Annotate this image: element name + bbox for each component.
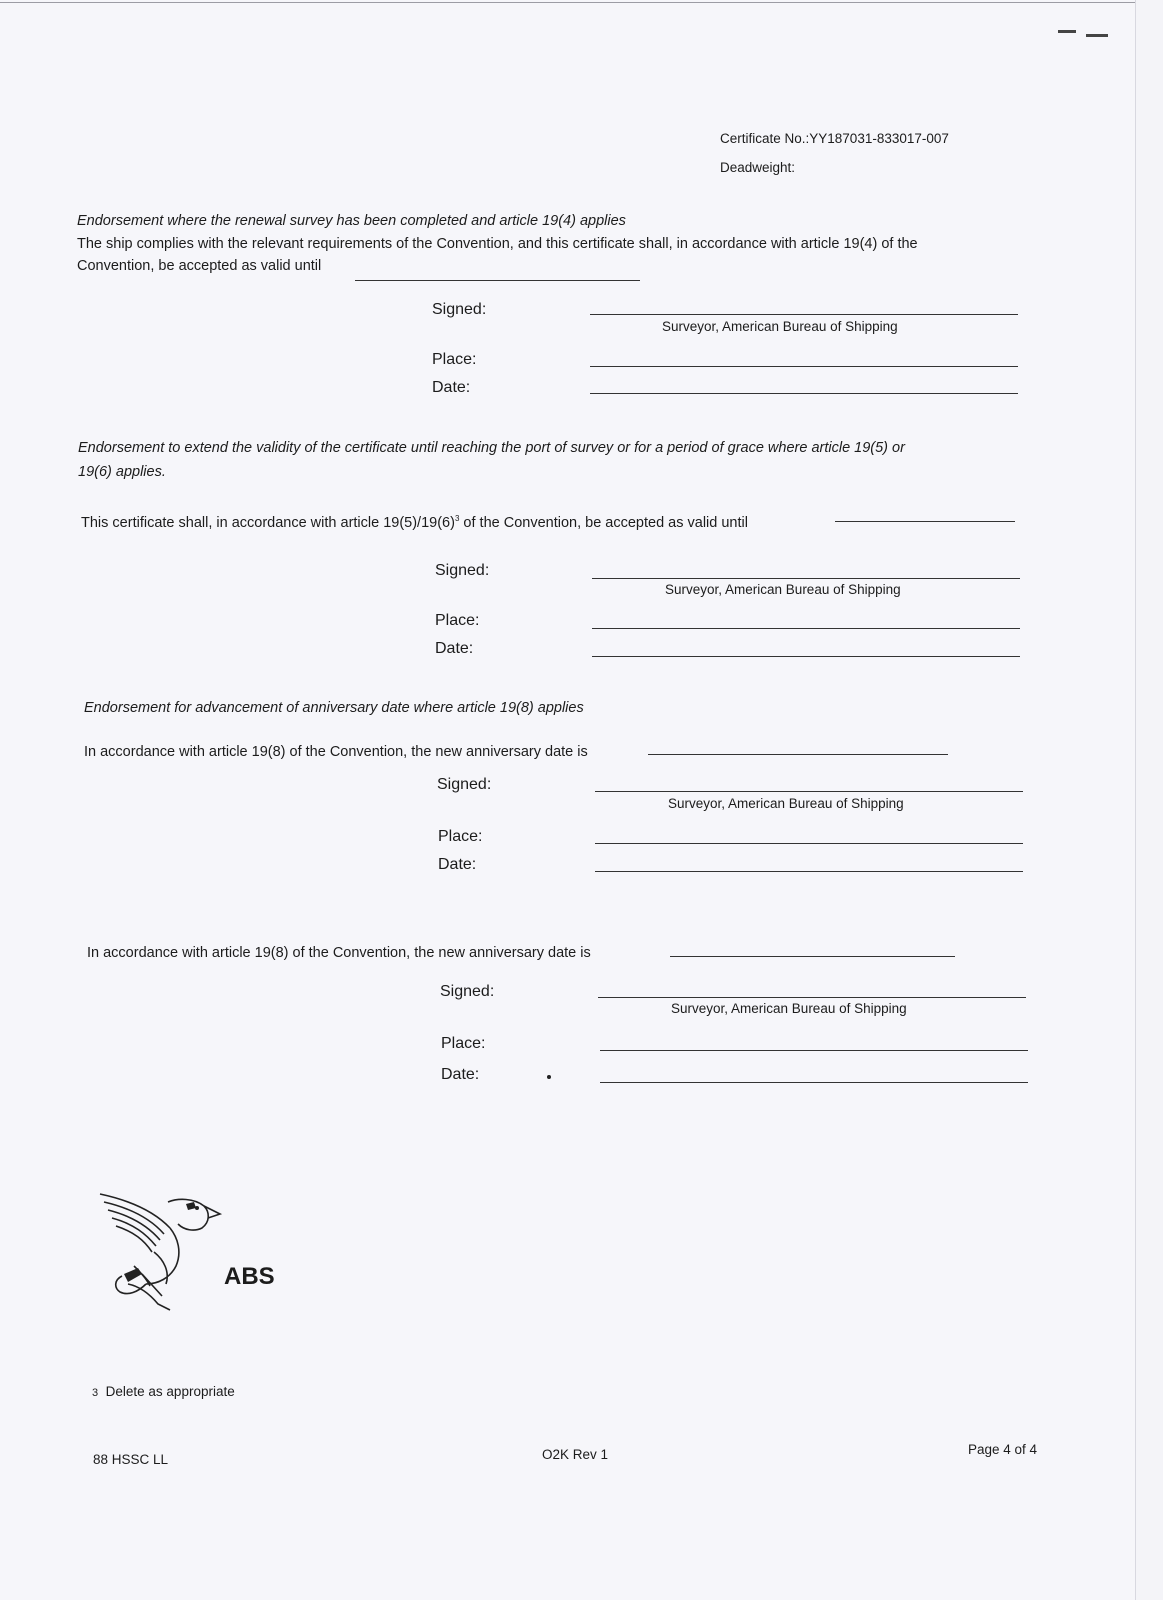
page-number: Page 4 of 4: [968, 1442, 1038, 1457]
surveyor-caption-4: Surveyor, American Bureau of Shipping: [671, 1001, 907, 1016]
section1-heading: Endorsement where the renewal survey has been completed and article 19(4) applies: [77, 213, 626, 229]
signed-label-1: Signed:: [432, 301, 487, 318]
revision-code: O2K Rev 1: [542, 1447, 609, 1462]
place-label-3: Place:: [438, 828, 483, 845]
place-field-1: [590, 366, 1018, 367]
anniversary-date-field-1: [648, 754, 948, 755]
scan-mark: [1086, 34, 1108, 37]
footnote-text: Delete as appropriate: [105, 1384, 235, 1399]
signed-label-2: Signed:: [435, 562, 490, 579]
surveyor-caption-1: Surveyor, American Bureau of Shipping: [662, 319, 898, 334]
section3-body: In accordance with article 19(8) of the Convention, the new anniversary date is: [84, 744, 588, 760]
surveyor-caption-3: Surveyor, American Bureau of Shipping: [668, 796, 904, 811]
footnote: [92, 1384, 235, 1399]
section2-body-post: of the Convention, be accepted as valid until: [459, 515, 748, 531]
date-label-2: Date:: [435, 640, 474, 657]
place-field-3: [595, 843, 1023, 844]
signed-field-1: [590, 314, 1018, 315]
signed-label-4: Signed:: [440, 983, 495, 1000]
signed-field-4: [598, 997, 1026, 998]
place-label-4: Place:: [441, 1035, 486, 1052]
abs-logo: [98, 1188, 223, 1313]
anniversary-date-field-2: [670, 956, 955, 957]
section2-heading-line2: 19(6) applies.: [78, 464, 166, 480]
deadweight-label: Deadweight:: [720, 160, 796, 175]
section2-heading-line1: Endorsement to extend the validity of the certificate until reaching the port of survey or for a period of grace where article 19(5) or: [78, 440, 905, 456]
top-edge-line: [0, 2, 1135, 3]
section1-body-line2: Convention, be accepted as valid until: [77, 258, 322, 274]
scan-mark: [1058, 30, 1076, 33]
date-field-4: [600, 1082, 1028, 1083]
date-field-1: [590, 393, 1018, 394]
section2-body: [81, 508, 748, 534]
signed-field-2: [592, 578, 1020, 579]
footnote-ref: 3: [454, 514, 460, 523]
section3-heading: Endorsement for advancement of anniversary date where article 19(8) applies: [84, 700, 584, 716]
date-label-4: Date:: [441, 1066, 480, 1083]
section1-body-line1: The ship complies with the relevant requirements of the Convention, and this certificate shall, in accordance with article 19(4) of the: [77, 236, 918, 252]
certificate-number: Certificate No.:YY187031-833017-007: [720, 131, 949, 146]
ink-dot: [547, 1075, 551, 1079]
valid-until-field-1: [355, 280, 640, 281]
form-code: 88 HSSC LL: [93, 1452, 169, 1467]
place-field-4: [600, 1050, 1028, 1051]
place-label-2: Place:: [435, 612, 480, 629]
section4-body: In accordance with article 19(8) of the Convention, the new anniversary date is: [87, 945, 591, 961]
valid-until-field-2: [835, 521, 1015, 522]
place-field-2: [592, 628, 1020, 629]
eagle-emblem-icon: [98, 1188, 223, 1313]
place-label-1: Place:: [432, 351, 477, 368]
date-field-2: [592, 656, 1020, 657]
abs-logo-text: ABS: [224, 1263, 275, 1290]
date-label-3: Date:: [438, 856, 477, 873]
signed-field-3: [595, 791, 1023, 792]
date-label-1: Date:: [432, 379, 471, 396]
signed-label-3: Signed:: [437, 776, 492, 793]
section2-body-pre: This certificate shall, in accordance with article 19(5)/19(6): [81, 515, 455, 531]
footnote-number: 3: [92, 1387, 99, 1399]
date-field-3: [595, 871, 1023, 872]
surveyor-caption-2: Surveyor, American Bureau of Shipping: [665, 582, 901, 597]
